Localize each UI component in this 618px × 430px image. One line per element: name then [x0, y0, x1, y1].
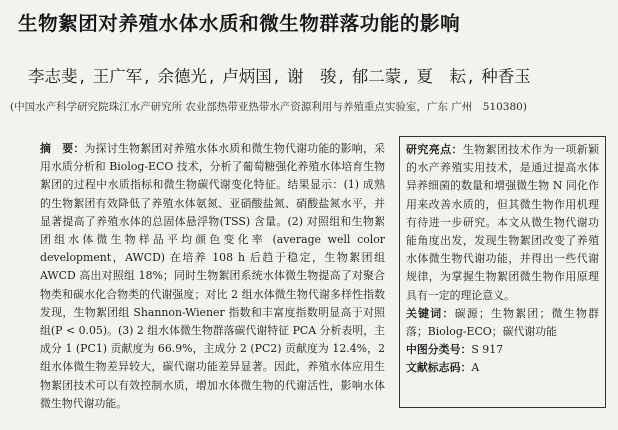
affiliation: (中国水产科学研究院珠江水产研究所 农业部热带亚热带水产资源利用与养殖重点实验室，广东 广州 510380) [10, 101, 527, 113]
author-name: 李志斐 [28, 67, 78, 86]
clc-number: S 917 [471, 343, 504, 357]
keywords-section [406, 305, 599, 341]
author-name: 种香玉 [481, 67, 531, 86]
author-separator: , [209, 67, 215, 86]
highlights-section [406, 141, 599, 305]
doc-code: A [471, 361, 480, 375]
author-name: 卢炳国 [222, 67, 272, 86]
keywords-label: 关键词： [406, 306, 455, 320]
doc-code-section [406, 359, 599, 377]
author-name: 王广军 [92, 67, 143, 86]
author-separator: , [468, 67, 474, 86]
highlights-label: 研究亮点： [406, 143, 463, 156]
keywords-text: 碳源；生物絮团；微生物群落；Biolog-ECO；碳代谢功能 [406, 306, 599, 339]
clc-label: 中图分类号： [406, 343, 472, 357]
author-list [28, 63, 598, 87]
doc-code-label: 文献标志码： [406, 361, 472, 375]
author-separator: , [403, 67, 409, 86]
author-name: 谢 骏 [287, 67, 337, 86]
highlights-box [399, 136, 606, 408]
author-name: 郁二蒙 [351, 67, 402, 86]
abstract [40, 140, 385, 413]
author-separator: , [144, 67, 150, 86]
article-title: 生物絮团对养殖水体水质和微生物群落功能的影响 [18, 12, 461, 35]
author-separator: , [79, 67, 85, 86]
author-name: 夏 耘 [416, 67, 466, 86]
abstract-text: 为探讨生物絮团对养殖水体水质和微生物代谢功能的影响，采用水质分析和 Biolog-ECO 技术，分析了葡萄糖强化养殖水体培育生物絮团的过程中水质指标和微生物碳代谢变化特征。结果显示：(1) 成熟的生物絮团有效降低了养殖水体氨氮、亚硝酸盐氮、硝酸盐氮水平，并显著提高了养殖水体的总固体悬浮物(TSS) 含量。(2) 对照组和生物絮团组水体微生物样品平均颜色变化率 (average well color development，AWCD) 在培养 108 h 后趋于稳定，生物絮团组 AWCD 高出对照组 18%；同时生物絮团系统水体微生物提高了对聚合物类和碳水化合物类的代谢强度；对比 2 组水体微生物代谢多样性指数发现，生物絮团组 Shannon-Wiener 指数和丰富度指数明显高于对照组(P < 0.05)。(3) 2 组水体微生物群落碳代谢特征 PCA 分析表明，主成分 1 (PC1) 贡献度为 66.9%，主成分 2 (PC2) 贡献度为 12.4%，2 组水体微生物差异较大，碳代谢功能差异显著。因此，养殖水体应用生物絮团技术可以有效控制水质，增加水体微生物的代谢活性，影响水体微生物代谢功能。 [40, 142, 385, 410]
author-separator: , [338, 67, 344, 86]
highlights-text: 生物絮团技术作为一项新颖的水产养殖实用技术，是通过提高水体异养细菌的数量和增强微生物 N 同化作用来改善水质的，但其微生物作用机理有待进一步研究。本文从微生物代谢功能角度出发，发现生物絮团改变了养殖水体微生物代谢功能，并得出一些代谢规律，为掌握生物絮团微生物作用原理具有一定的理论意义。 [406, 143, 599, 302]
author-name: 余德光 [157, 67, 207, 86]
clc-section [406, 341, 599, 359]
abstract-label: 摘 要： [40, 142, 85, 155]
author-separator: , [273, 67, 279, 86]
